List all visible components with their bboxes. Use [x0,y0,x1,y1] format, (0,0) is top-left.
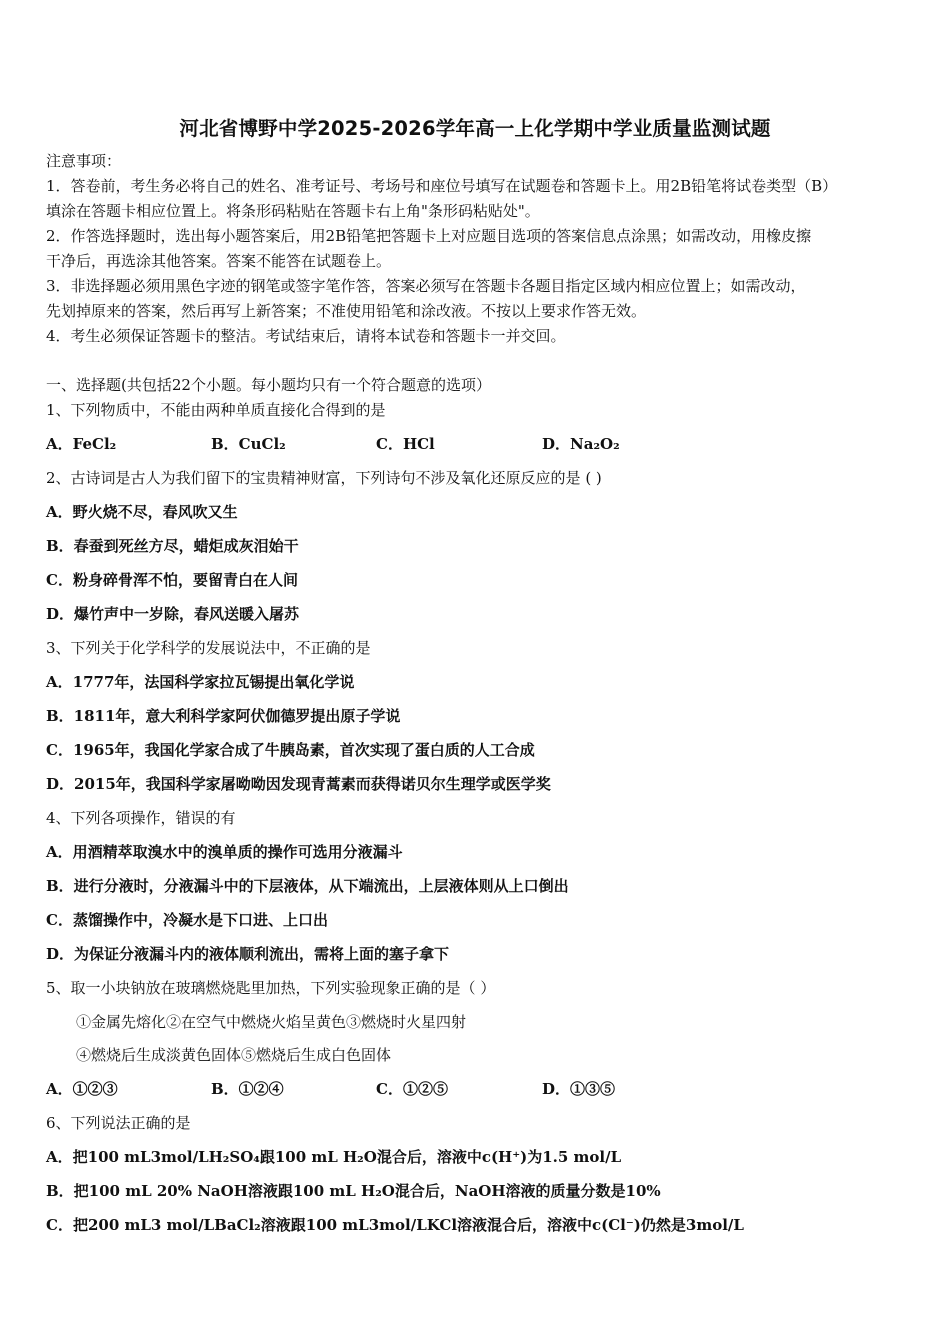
option-c: C．①②⑤ [376,1080,448,1098]
option-b: B．进行分液时，分液漏斗中的下层液体，从下端流出，上层液体则从上口倒出 [46,877,569,895]
option-a: A．①②③ [46,1080,118,1098]
question-5-stem: 5、取一小块钠放在玻璃燃烧匙里加热，下列实验现象正确的是（ ） [46,979,496,997]
notes-line: 2．作答选择题时，选出每小题答案后，用2B铅笔把答题卡上对应题目选项的答案信息点涂黑；如需改动，用橡皮擦 [46,227,812,245]
option-d: D．为保证分液漏斗内的液体顺利流出，需将上面的塞子拿下 [46,945,450,963]
option-d: D．①③⑤ [542,1080,616,1098]
option-c: C．粉身碎骨浑不怕，要留青白在人间 [46,571,298,589]
page-title: 河北省博野中学2025-2026学年高一上化学期中学业质量监测试题 [179,117,771,140]
question-6-stem: 6、下列说法正确的是 [46,1114,191,1132]
question-2-stem: 2、古诗词是古人为我们留下的宝贵精神财富，下列诗句不涉及氧化还原反应的是 ( ) [46,469,602,487]
option-d: D．爆竹声中一岁除，春风送暖入屠苏 [46,605,300,623]
question-4-stem: 4、下列各项操作，错误的有 [46,809,236,827]
notes-line: 先划掉原来的答案，然后再写上新答案；不准使用铅笔和涂改液。不按以上要求作答无效。 [46,302,647,320]
option-a: A．把100 mL3mol/LH₂SO₄跟100 mL H₂O混合后，溶液中c(H⁺)为1.5 mol/L [46,1148,622,1166]
notes-heading: 注意事项： [46,152,122,170]
option-b: B．春蚕到死丝方尽，蜡炬成灰泪始干 [46,537,299,555]
option-b: B．把100 mL 20% NaOH溶液跟100 mL H₂O混合后，NaOH溶液的质量分数是10% [46,1182,661,1200]
question-1-stem: 1、下列物质中，不能由两种单质直接化合得到的是 [46,401,386,419]
question-3-stem: 3、下列关于化学科学的发展说法中，不正确的是 [46,639,371,657]
option-a: A．野火烧不尽，春风吹又生 [46,503,238,521]
question-5-statements: ④燃烧后生成淡黄色固体⑤燃烧后生成白色固体 [76,1046,392,1064]
option-b: B．1811年，意大利科学家阿伏伽德罗提出原子学说 [46,707,401,725]
notes-line: 4．考生必须保证答题卡的整洁。考试结束后，请将本试卷和答题卡一并交回。 [46,327,566,345]
question-5-statements: ①金属先熔化②在空气中燃烧火焰呈黄色③燃烧时火星四射 [76,1013,467,1031]
option-c: C．HCl [376,435,435,453]
notes-line: 干净后，再选涂其他答案。答案不能答在试题卷上。 [46,252,392,270]
option-c: C．蒸馏操作中，冷凝水是下口进、上口出 [46,911,328,929]
option-a: A．1777年，法国科学家拉瓦锡提出氧化学说 [46,673,355,691]
option-a: A．FeCl₂ [46,435,117,453]
option-c: C．把200 mL3 mol/LBaCl₂溶液跟100 mL3mol/LKCl溶液混合后，溶液中c(Cl⁻)仍然是3mol/L [46,1216,744,1234]
option-a: A．用酒精萃取溴水中的溴单质的操作可选用分液漏斗 [46,843,403,861]
option-d: D．Na₂O₂ [542,435,620,453]
notes-line: 3．非选择题必须用黑色字迹的钢笔或签字笔作答，答案必须写在答题卡各题目指定区域内相应位置上；如需改动， [46,277,806,295]
section-heading: 一、选择题(共包括22个小题。每小题均只有一个符合题意的选项） [46,376,491,394]
option-c: C．1965年，我国化学家合成了牛胰岛素，首次实现了蛋白质的人工合成 [46,741,535,759]
option-b: B．CuCl₂ [211,435,286,453]
option-d: D．2015年，我国科学家屠呦呦因发现青蒿素而获得诺贝尔生理学或医学奖 [46,775,551,793]
notes-line: 1．答卷前，考生务必将自己的姓名、准考证号、考场号和座位号填写在试题卷和答题卡上。用2B铅笔将试卷类型（B） [46,177,838,195]
option-b: B．①②④ [211,1080,284,1098]
notes-line: 填涂在答题卡相应位置上。将条形码粘贴在答题卡右上角"条形码粘贴处"。 [46,202,540,220]
